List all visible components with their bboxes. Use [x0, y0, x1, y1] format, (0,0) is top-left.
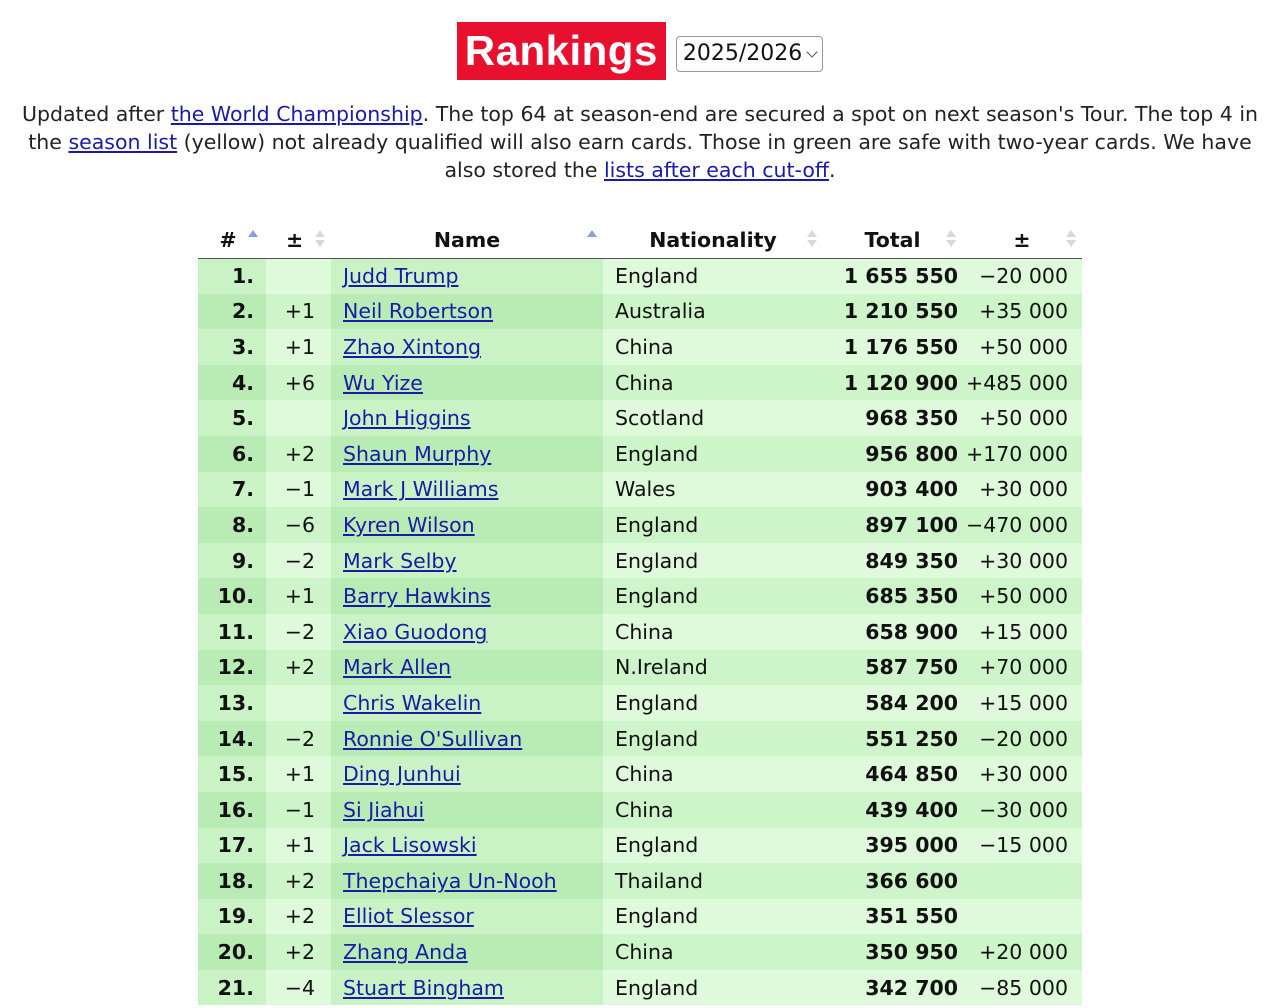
rank-cell: 3.	[198, 329, 266, 365]
player-link[interactable]: Wu Yize	[343, 370, 423, 395]
nationality-cell: China	[603, 934, 823, 970]
player-link[interactable]: Chris Wakelin	[343, 690, 482, 715]
total-points-cell: 439 400	[823, 792, 962, 828]
rankings-table	[198, 222, 1082, 1005]
player-name-cell	[331, 258, 603, 294]
intro-text-part: (yellow) not already qualified will also earn cards. Those in green are safe with two-year cards. We have also stored the	[177, 130, 1252, 182]
column-header-label: #	[219, 227, 237, 252]
rank-change-cell: +1	[266, 828, 331, 864]
column-header-total[interactable]	[823, 222, 962, 258]
points-diff-cell: −20 000	[962, 721, 1082, 757]
table-row	[198, 756, 1082, 792]
nationality-cell: Thailand	[603, 863, 823, 899]
rank-cell: 6.	[198, 436, 266, 472]
table-row	[198, 543, 1082, 579]
rank-change-cell: +2	[266, 934, 331, 970]
rank-cell: 20.	[198, 934, 266, 970]
cutoff-lists-link[interactable]: lists after each cut-off	[603, 158, 830, 182]
points-diff-cell: −30 000	[962, 792, 1082, 828]
rank-change-cell: −2	[266, 614, 331, 650]
player-name-cell	[331, 472, 603, 508]
player-name-cell	[331, 329, 603, 365]
rank-cell: 18.	[198, 863, 266, 899]
points-diff-cell: +15 000	[962, 685, 1082, 721]
total-points-cell: 464 850	[823, 756, 962, 792]
points-diff-cell: +70 000	[962, 650, 1082, 686]
nationality-cell: England	[603, 828, 823, 864]
world-championship-link[interactable]: the World Championship	[170, 102, 423, 126]
total-points-cell: 584 200	[823, 685, 962, 721]
player-link[interactable]: Barry Hawkins	[343, 584, 491, 609]
rankings-table-body	[198, 258, 1082, 1005]
player-link[interactable]: Si Jiahui	[343, 797, 425, 822]
player-name-cell	[331, 792, 603, 828]
player-name-cell	[331, 934, 603, 970]
rank-cell: 8.	[198, 507, 266, 543]
intro-text	[10, 100, 1270, 184]
rank-cell: 2.	[198, 294, 266, 330]
rank-change-cell	[266, 685, 331, 721]
rank-cell: 10.	[198, 578, 266, 614]
season-select-value: 2025/2026	[682, 41, 803, 66]
player-link[interactable]: Stuart Bingham	[343, 975, 504, 1000]
points-diff-cell: +30 000	[962, 543, 1082, 579]
player-name-cell	[331, 685, 603, 721]
table-row	[198, 258, 1082, 294]
rank-change-cell	[266, 400, 331, 436]
rank-cell: 21.	[198, 970, 266, 1006]
sort-ascending-icon	[248, 230, 258, 252]
nationality-cell: England	[603, 721, 823, 757]
column-header-change[interactable]	[266, 222, 331, 258]
sort-icon	[946, 230, 956, 252]
intro-text-part: Updated after	[21, 102, 171, 126]
total-points-cell: 1 176 550	[823, 329, 962, 365]
table-row	[198, 863, 1082, 899]
column-header-name[interactable]	[331, 222, 603, 258]
nationality-cell: China	[603, 329, 823, 365]
player-link[interactable]: John Higgins	[343, 406, 471, 431]
nationality-cell: China	[603, 614, 823, 650]
points-diff-cell: +30 000	[962, 756, 1082, 792]
player-name-cell	[331, 721, 603, 757]
table-row	[198, 472, 1082, 508]
total-points-cell: 849 350	[823, 543, 962, 579]
player-name-cell	[331, 507, 603, 543]
total-points-cell: 351 550	[823, 899, 962, 935]
nationality-cell: England	[603, 436, 823, 472]
player-link[interactable]: Ronnie O'Sullivan	[343, 726, 523, 751]
points-diff-cell: −20 000	[962, 258, 1082, 294]
points-diff-cell: −470 000	[962, 507, 1082, 543]
table-row	[198, 721, 1082, 757]
rank-change-cell: +1	[266, 329, 331, 365]
rank-change-cell: +1	[266, 756, 331, 792]
page-header	[0, 22, 1280, 80]
nationality-cell: England	[603, 970, 823, 1006]
nationality-cell: Wales	[603, 472, 823, 508]
total-points-cell: 956 800	[823, 436, 962, 472]
nationality-cell: N.Ireland	[603, 650, 823, 686]
points-diff-cell	[962, 863, 1082, 899]
player-link[interactable]: Ding Junhui	[343, 762, 461, 787]
nationality-cell: China	[603, 756, 823, 792]
total-points-cell: 551 250	[823, 721, 962, 757]
nationality-cell: England	[603, 899, 823, 935]
rank-cell: 7.	[198, 472, 266, 508]
player-name-cell	[331, 756, 603, 792]
rank-cell: 17.	[198, 828, 266, 864]
player-name-cell	[331, 543, 603, 579]
sort-icon	[807, 230, 817, 252]
table-row	[198, 792, 1082, 828]
total-points-cell: 395 000	[823, 828, 962, 864]
points-diff-cell: +35 000	[962, 294, 1082, 330]
player-link[interactable]: Mark Allen	[343, 655, 452, 680]
points-diff-cell	[962, 899, 1082, 935]
points-diff-cell: −15 000	[962, 828, 1082, 864]
column-header-label: Name	[433, 227, 501, 252]
season-list-link[interactable]: season list	[68, 130, 178, 154]
total-points-cell: 1 655 550	[823, 258, 962, 294]
page-title: Rankings	[457, 22, 666, 80]
table-row	[198, 650, 1082, 686]
player-name-cell	[331, 863, 603, 899]
total-points-cell: 342 700	[823, 970, 962, 1006]
rank-cell: 11.	[198, 614, 266, 650]
points-diff-cell: +485 000	[962, 365, 1082, 401]
points-diff-cell: −85 000	[962, 970, 1082, 1006]
column-header-label: ±	[1013, 227, 1031, 252]
points-diff-cell: +170 000	[962, 436, 1082, 472]
rank-change-cell: +1	[266, 294, 331, 330]
rank-cell: 14.	[198, 721, 266, 757]
table-row	[198, 329, 1082, 365]
player-name-cell	[331, 400, 603, 436]
player-link[interactable]: Kyren Wilson	[343, 512, 475, 537]
points-diff-cell: +50 000	[962, 578, 1082, 614]
column-header-nationality[interactable]	[603, 222, 823, 258]
rank-change-cell: +2	[266, 650, 331, 686]
points-diff-cell: +50 000	[962, 329, 1082, 365]
rank-change-cell: −1	[266, 792, 331, 828]
player-name-cell	[331, 614, 603, 650]
rank-change-cell: +1	[266, 578, 331, 614]
player-link[interactable]: Mark J Williams	[343, 477, 499, 502]
nationality-cell: England	[603, 543, 823, 579]
total-points-cell: 587 750	[823, 650, 962, 686]
points-diff-cell: +50 000	[962, 400, 1082, 436]
nationality-cell: Australia	[603, 294, 823, 330]
table-row	[198, 970, 1082, 1006]
player-link[interactable]: Zhang Anda	[343, 940, 468, 965]
rank-cell: 19.	[198, 899, 266, 935]
player-name-cell	[331, 294, 603, 330]
player-name-cell	[331, 578, 603, 614]
table-row	[198, 685, 1082, 721]
player-link[interactable]: Jack Lisowski	[343, 833, 477, 858]
table-row	[198, 828, 1082, 864]
rank-change-cell: −2	[266, 543, 331, 579]
rank-change-cell: −4	[266, 970, 331, 1006]
sort-icon	[1066, 230, 1076, 252]
intro-text-part: . The top 64 at season-end are secured a spot on next season's Tour. The top 4 in the	[28, 102, 1259, 154]
rank-change-cell: −1	[266, 472, 331, 508]
sort-ascending-icon	[587, 230, 597, 252]
table-row	[198, 436, 1082, 472]
rank-change-cell: +2	[266, 863, 331, 899]
player-name-cell	[331, 436, 603, 472]
table-row	[198, 507, 1082, 543]
column-header-label: ±	[286, 227, 304, 252]
rank-cell: 1.	[198, 258, 266, 294]
chevron-down-icon	[807, 46, 818, 57]
table-row	[198, 578, 1082, 614]
rank-cell: 5.	[198, 400, 266, 436]
intro-text-part: .	[829, 158, 836, 182]
player-name-cell	[331, 970, 603, 1006]
total-points-cell: 1 120 900	[823, 365, 962, 401]
player-link[interactable]: Judd Trump	[343, 264, 459, 289]
total-points-cell: 897 100	[823, 507, 962, 543]
total-points-cell: 658 900	[823, 614, 962, 650]
rank-cell: 13.	[198, 685, 266, 721]
points-diff-cell: +20 000	[962, 934, 1082, 970]
table-row	[198, 934, 1082, 970]
nationality-cell: China	[603, 365, 823, 401]
column-header-label: Nationality	[649, 227, 777, 252]
rank-cell: 4.	[198, 365, 266, 401]
total-points-cell: 1 210 550	[823, 294, 962, 330]
column-header-label: Total	[864, 227, 921, 252]
nationality-cell: England	[603, 258, 823, 294]
rank-change-cell: −2	[266, 721, 331, 757]
player-name-cell	[331, 650, 603, 686]
rank-cell: 16.	[198, 792, 266, 828]
rank-change-cell	[266, 258, 331, 294]
nationality-cell: England	[603, 578, 823, 614]
total-points-cell: 685 350	[823, 578, 962, 614]
table-row	[198, 365, 1082, 401]
table-row	[198, 899, 1082, 935]
player-link[interactable]: Mark Selby	[343, 548, 457, 573]
column-header-diff[interactable]	[962, 222, 1082, 258]
player-link[interactable]: Xiao Guodong	[343, 619, 488, 644]
player-link[interactable]: Neil Robertson	[343, 299, 494, 324]
player-name-cell	[331, 899, 603, 935]
rank-change-cell: +2	[266, 899, 331, 935]
player-link[interactable]: Thepchaiya Un-Nooh	[343, 868, 557, 893]
table-row	[198, 614, 1082, 650]
column-header-rank[interactable]	[198, 222, 266, 258]
player-link[interactable]: Zhao Xintong	[343, 334, 481, 359]
table-row	[198, 294, 1082, 330]
total-points-cell: 903 400	[823, 472, 962, 508]
total-points-cell: 968 350	[823, 400, 962, 436]
rank-cell: 12.	[198, 650, 266, 686]
rank-change-cell: +2	[266, 436, 331, 472]
season-select[interactable]	[676, 36, 823, 72]
sort-icon	[315, 230, 325, 252]
player-name-cell	[331, 828, 603, 864]
table-row	[198, 400, 1082, 436]
nationality-cell: England	[603, 685, 823, 721]
nationality-cell: Scotland	[603, 400, 823, 436]
nationality-cell: China	[603, 792, 823, 828]
player-link[interactable]: Elliot Slessor	[343, 904, 474, 929]
rank-cell: 9.	[198, 543, 266, 579]
rank-cell: 15.	[198, 756, 266, 792]
player-link[interactable]: Shaun Murphy	[343, 441, 492, 466]
player-name-cell	[331, 365, 603, 401]
table-header-row	[198, 222, 1082, 258]
rank-change-cell: −6	[266, 507, 331, 543]
nationality-cell: England	[603, 507, 823, 543]
points-diff-cell: +30 000	[962, 472, 1082, 508]
rank-change-cell: +6	[266, 365, 331, 401]
points-diff-cell: +15 000	[962, 614, 1082, 650]
total-points-cell: 366 600	[823, 863, 962, 899]
total-points-cell: 350 950	[823, 934, 962, 970]
